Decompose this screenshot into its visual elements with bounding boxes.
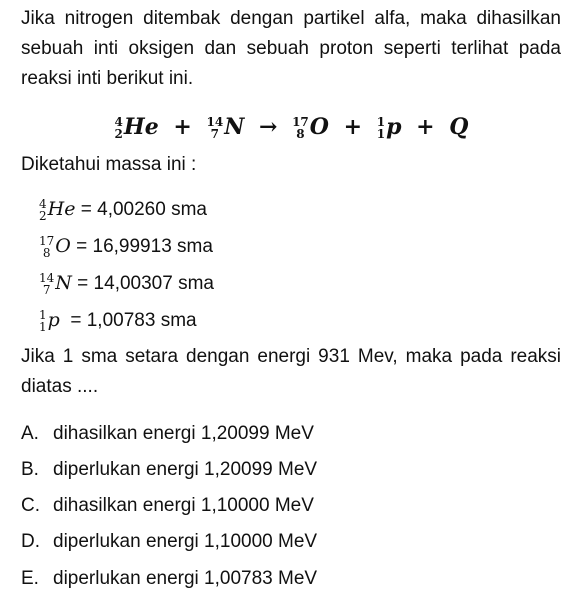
- nitrogen-symbol: N: [55, 272, 72, 294]
- option-letter: B.: [21, 459, 39, 480]
- nitrogen-nuclide-numbers: [39, 272, 54, 296]
- atomic-number: 1: [39, 319, 47, 334]
- proton-nuclide-numbers: [39, 309, 47, 333]
- mass-row-nitrogen: [39, 267, 214, 300]
- option-text: dihasilkan energi 1,20099 MeV: [53, 423, 314, 444]
- helium-symbol: He: [123, 114, 159, 140]
- known-masses-label: Diketahui massa ini :: [21, 154, 197, 175]
- atomic-number: 2: [39, 208, 47, 223]
- helium-nuclide-numbers: [39, 198, 47, 222]
- nitrogen-symbol: N: [224, 114, 245, 140]
- nitrogen-mass-value: = 14,00307 sma: [71, 273, 214, 294]
- nitrogen-atomic-number: 7: [210, 127, 220, 141]
- nitrogen-mass-number: 14: [206, 115, 224, 129]
- plus-sign: +: [416, 114, 435, 140]
- helium-mass-number: 4: [114, 115, 123, 129]
- atomic-number: 7: [42, 282, 51, 297]
- option-text: dihasilkan energi 1,10000 MeV: [53, 495, 314, 516]
- option-letter: D.: [21, 531, 40, 552]
- plus-sign: +: [343, 114, 363, 140]
- question-prompt: Jika 1 sma setara dengan energi 931 Mev, maka pada reaksi diatas ....: [21, 346, 561, 397]
- helium-nuclide-numbers: [115, 116, 123, 140]
- nitrogen-nuclide-numbers: [206, 116, 223, 140]
- oxygen-symbol: O: [309, 114, 329, 140]
- nuclear-reaction-equation: [0, 107, 583, 147]
- option-letter: A.: [21, 423, 39, 444]
- option-text: diperlukan energi 1,00783 MeV: [53, 568, 318, 589]
- option-c[interactable]: [21, 491, 314, 521]
- option-letter: C.: [21, 495, 40, 516]
- energy-q-symbol: Q: [449, 114, 469, 140]
- option-a[interactable]: [21, 419, 314, 449]
- atomic-number: 8: [42, 245, 51, 260]
- option-b[interactable]: [21, 455, 317, 485]
- option-letter: E.: [21, 568, 39, 589]
- question-intro: Jika nitrogen ditembak dengan partikel alfa, maka dihasilkan sebuah inti oksigen dan sebuah proton seperti terlihat pada reaksi inti berikut ini.: [21, 8, 561, 89]
- option-text: diperlukan energi 1,20099 MeV: [53, 459, 318, 480]
- option-e[interactable]: [21, 564, 317, 594]
- mass-row-proton: [39, 304, 197, 337]
- oxygen-symbol: O: [55, 235, 71, 257]
- oxygen-nuclide-numbers: [292, 116, 309, 140]
- proton-symbol: p: [386, 114, 402, 140]
- option-text: diperlukan energi 1,10000 MeV: [53, 531, 318, 552]
- proton-nuclide-numbers: [377, 116, 385, 140]
- helium-atomic-number: 2: [114, 127, 123, 141]
- oxygen-mass-value: = 16,99913 sma: [70, 236, 213, 257]
- mass-number: 1: [39, 307, 47, 322]
- oxygen-atomic-number: 8: [296, 127, 305, 141]
- helium-symbol: He: [47, 198, 76, 220]
- oxygen-nuclide-numbers: [39, 235, 54, 259]
- mass-number: 4: [39, 196, 47, 211]
- proton-mass-value: = 1,00783 sma: [59, 310, 197, 331]
- proton-symbol: p: [47, 309, 60, 331]
- mass-row-oxygen: [39, 230, 213, 263]
- mass-row-helium: [39, 193, 207, 226]
- proton-atomic-number: 1: [376, 127, 386, 141]
- mass-number: 17: [39, 233, 55, 248]
- oxygen-mass-number: 17: [292, 115, 309, 129]
- proton-mass-number: 1: [376, 115, 386, 129]
- reaction-arrow: →: [258, 114, 278, 140]
- plus-sign: +: [173, 114, 192, 140]
- helium-mass-value: = 4,00260 sma: [75, 199, 207, 220]
- option-d[interactable]: [21, 527, 317, 557]
- mass-number: 14: [39, 270, 55, 285]
